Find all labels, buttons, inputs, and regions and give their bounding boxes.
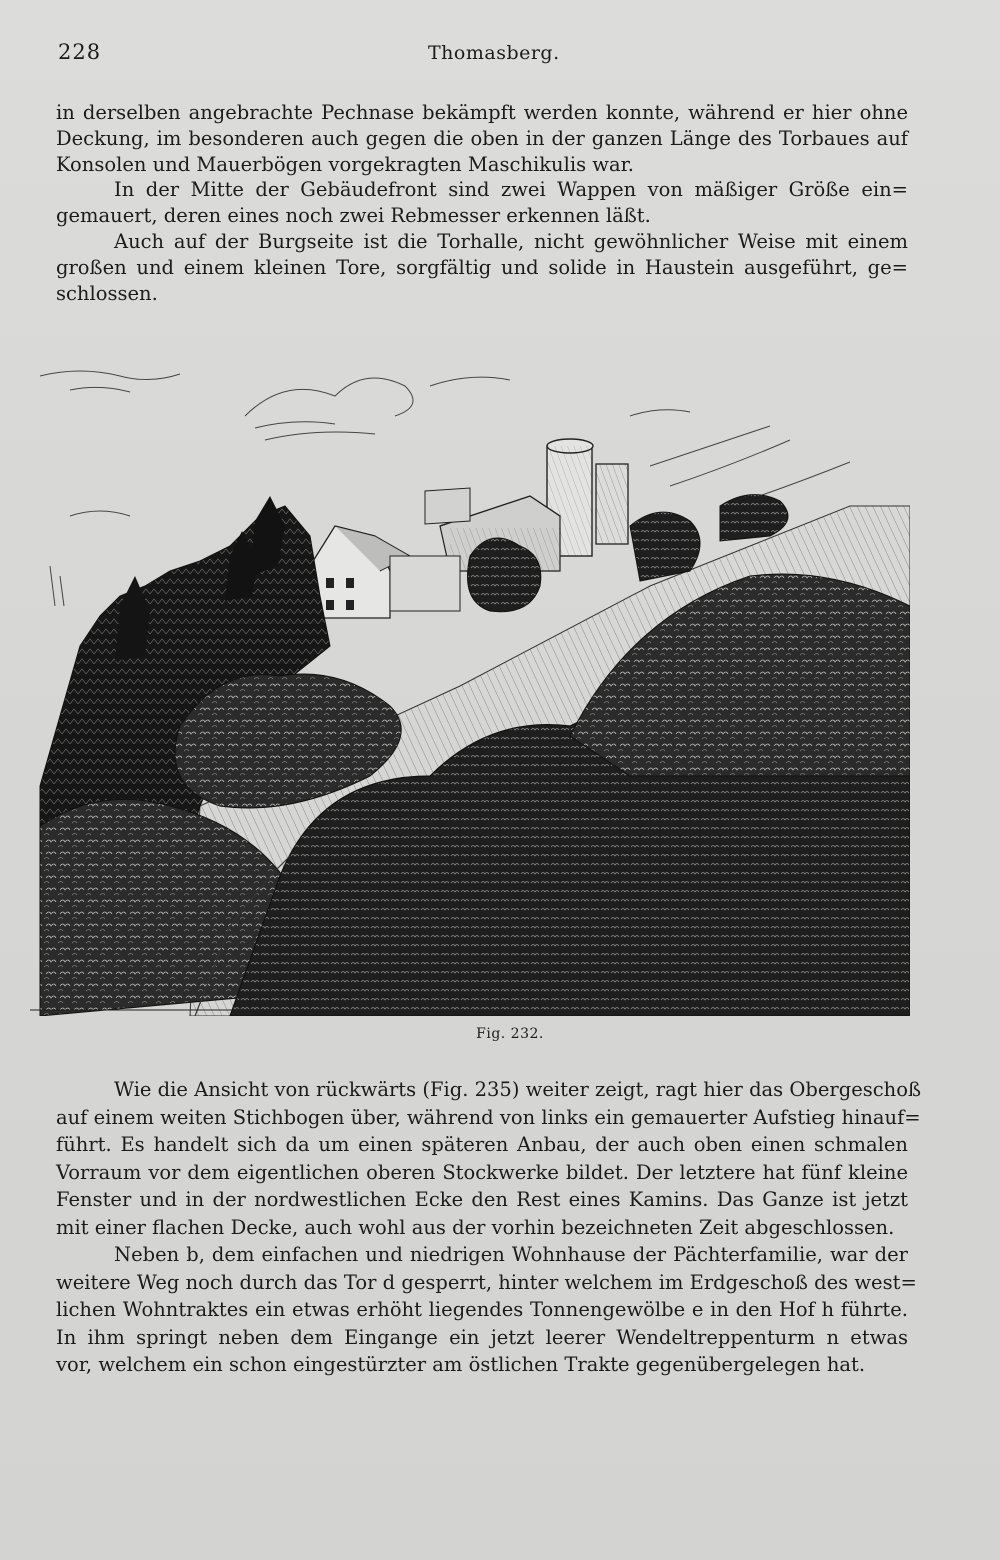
text-line: In ihm springt neben dem Eingange ein jetzt leerer Wendeltreppenturm n etwas bbox=[56, 1325, 908, 1349]
text-line: führt. Es handelt sich da um einen späteren Anbau, der auch oben einen schmalen bbox=[56, 1133, 908, 1156]
text-line: schlossen. bbox=[56, 281, 158, 305]
text-line: in derselben angebrachte Pechnase bekämpft werden konnte, während er hier ohne bbox=[56, 101, 908, 124]
figure-caption: Fig. 232. bbox=[476, 1026, 544, 1042]
text-line: weitere Weg noch durch das Tor d gesperrt, hinter welchem im Erdgeschoß des west= bbox=[56, 1270, 917, 1294]
text-line: vor, welchem ein schon eingestürzter am östlichen Trakte gegenübergelegen hat. bbox=[56, 1353, 866, 1376]
text-line: In der Mitte der Gebäudefront sind zwei Wappen von mäßiger Größe ein= bbox=[114, 178, 908, 202]
running-title: Thomasberg. bbox=[428, 42, 560, 64]
text-line: Fenster und in der nordwestlichen Ecke den Rest eines Kamins. Das Ganze ist jetzt bbox=[56, 1188, 908, 1211]
text-line: Neben b, dem einfachen und niedrigen Wohnhause der Pächterfamilie, war der bbox=[114, 1243, 908, 1266]
page-number: 228 bbox=[58, 40, 102, 64]
top-text-block bbox=[56, 100, 908, 306]
text-line: Deckung, im besonderen auch gegen die oben in der ganzen Länge des Torbaues auf bbox=[56, 126, 908, 150]
text-line: mit einer flachen Decke, auch wohl aus der vorhin bezeichneten Zeit abgeschlossen. bbox=[56, 1215, 895, 1239]
text-line: Wie die Ansicht von rückwärts (Fig. 235) weiter zeigt, ragt hier das Obergeschoß bbox=[114, 1078, 921, 1101]
text-line: gemauert, deren eines noch zwei Rebmesser erkennen läßt. bbox=[56, 204, 651, 228]
text-line: großen und einem kleinen Tore, sorgfältig und solide in Haustein ausgeführt, ge= bbox=[56, 255, 908, 279]
text-line: lichen Wohntraktes ein etwas erhöht liegendes Tonnengewölbe e in den Hof h führte. bbox=[56, 1298, 908, 1321]
castle-ruin bbox=[310, 439, 628, 618]
castle-illustration bbox=[30, 356, 910, 1016]
text-line: Vorraum vor dem eigentlichen oberen Stockwerke bildet. Der letztere hat fünf kleine bbox=[56, 1160, 908, 1184]
bottom-text-block bbox=[56, 1076, 921, 1379]
text-line: Auch auf der Burgseite ist die Torhalle, nicht gewöhnlicher Weise mit einem bbox=[114, 229, 908, 253]
page-header bbox=[58, 40, 938, 80]
text-line: auf einem weiten Stichbogen über, während von links ein gemauerter Aufstieg hinauf= bbox=[56, 1105, 921, 1129]
text-line: Konsolen und Mauerbögen vorgekragten Maschikulis war. bbox=[56, 152, 634, 176]
